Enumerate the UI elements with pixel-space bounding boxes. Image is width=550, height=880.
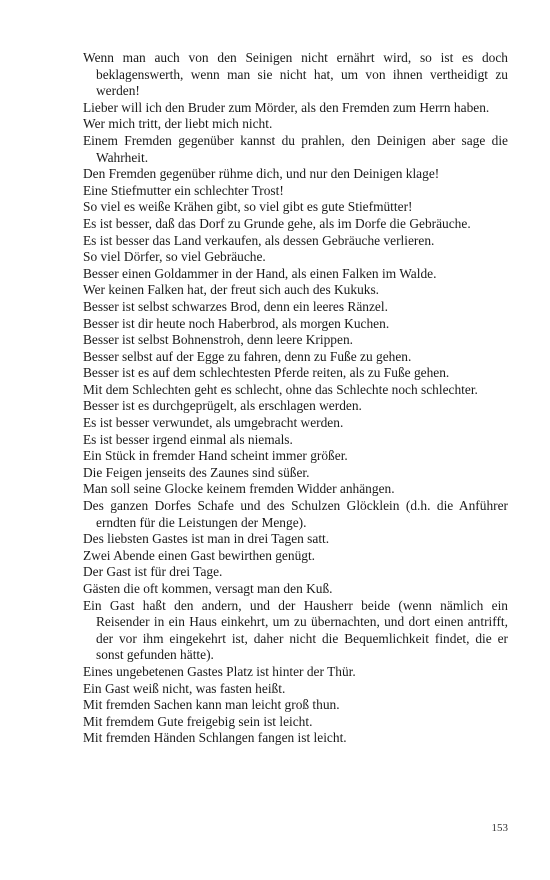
proverb-entry: Die Feigen jenseits des Zaunes sind süßer. bbox=[83, 464, 310, 480]
page-number: 153 bbox=[491, 822, 508, 834]
proverb-entry: Besser ist dir heute noch Haberbrod, als morgen Kuchen. bbox=[83, 315, 390, 331]
proverb-entry: So viel Dörfer, so viel Gebräuche. bbox=[83, 249, 266, 265]
proverb-entry: Lieber will ich den Bruder zum Mörder, als den Fremden zum Herrn haben. bbox=[83, 99, 490, 115]
proverb-entry: Ein Stück in fremder Hand scheint immer größer. bbox=[83, 448, 348, 464]
proverb-entry: Es ist besser verwundet, als umgebracht werden. bbox=[83, 415, 344, 431]
proverb-entry: Mit fremden Sachen kann man leicht groß thun. bbox=[83, 697, 340, 713]
proverb-entry: Wer keinen Falken hat, der freut sich auch des Kukuks. bbox=[83, 282, 380, 298]
proverb-entry: Mit fremdem Gute freigebig sein ist leicht. bbox=[83, 713, 313, 729]
proverb-entry: Besser einen Goldammer in der Hand, als einen Falken im Walde. bbox=[83, 265, 437, 281]
proverb-entry: Besser ist es auf dem schlechtesten Pferde reiten, als zu Fuße gehen. bbox=[83, 365, 450, 381]
proverb-list bbox=[83, 50, 508, 747]
proverb-entry: Besser ist es durchgeprügelt, als erschlagen werden. bbox=[83, 398, 362, 414]
proverb-entry: Des ganzen Dorfes Schafe und des Schulzen Glöcklein (d.h. die Anführer erndten für die Leistungen der Menge). bbox=[83, 498, 508, 530]
proverb-entry: Ein Gast haßt den andern, und der Hausherr beide (wenn nämlich ein Reisender in ein Haus einkehrt, um zu übernachten, und dort einen antrifft, der vor ihm eingekehrt ist, daher nicht die Bequemlichkeit findet, die er sonst gefunden hätte). bbox=[83, 597, 508, 663]
proverb-entry: Ein Gast weiß nicht, was fasten heißt. bbox=[83, 680, 286, 696]
proverb-entry: Es ist besser das Land verkaufen, als dessen Gebräuche verlieren. bbox=[83, 232, 435, 248]
proverb-entry: Eines ungebetenen Gastes Platz ist hinter der Thür. bbox=[83, 663, 356, 679]
proverb-entry: So viel es weiße Krähen gibt, so viel gibt es gute Stiefmütter! bbox=[83, 199, 413, 215]
proverb-entry: Zwei Abende einen Gast bewirthen genügt. bbox=[83, 547, 316, 563]
proverb-entry: Man soll seine Glocke keinem fremden Widder anhängen. bbox=[83, 481, 395, 497]
proverb-entry: Besser ist selbst schwarzes Brod, denn ein leeres Ränzel. bbox=[83, 298, 388, 314]
proverb-entry: Den Fremden gegenüber rühme dich, und nur den Deinigen klage! bbox=[83, 166, 440, 182]
proverb-entry: Eine Stiefmutter ein schlechter Trost! bbox=[83, 182, 284, 198]
proverb-entry: Besser selbst auf der Egge zu fahren, denn zu Fuße zu gehen. bbox=[83, 348, 412, 364]
page-body bbox=[83, 50, 508, 747]
proverb-entry: Es ist besser irgend einmal als niemals. bbox=[83, 431, 293, 447]
proverb-entry: Der Gast ist für drei Tage. bbox=[83, 564, 223, 580]
proverb-entry: Des liebsten Gastes ist man in drei Tagen satt. bbox=[83, 531, 330, 547]
proverb-entry: Wenn man auch von den Seinigen nicht ernährt wird, so ist es doch beklagenswerth, wenn man sie nicht hat, um von ihnen vertheidigt zu werden! bbox=[83, 50, 508, 99]
proverb-entry: Besser ist selbst Bohnenstroh, denn leere Krippen. bbox=[83, 332, 353, 348]
proverb-entry: Mit dem Schlechten geht es schlecht, ohne das Schlechte noch schlechter. bbox=[83, 381, 478, 397]
proverb-entry: Es ist besser, daß das Dorf zu Grunde gehe, als im Dorfe die Gebräuche. bbox=[83, 215, 471, 231]
proverb-entry: Gästen die oft kommen, versagt man den Kuß. bbox=[83, 581, 333, 596]
proverb-entry: Wer mich tritt, der liebt mich nicht. bbox=[83, 116, 273, 132]
proverb-entry: Einem Fremden gegenüber kannst du prahlen, den Deinigen aber sage die Wahrheit. bbox=[83, 132, 508, 165]
proverb-entry: Mit fremden Händen Schlangen fangen ist leicht. bbox=[83, 730, 347, 746]
